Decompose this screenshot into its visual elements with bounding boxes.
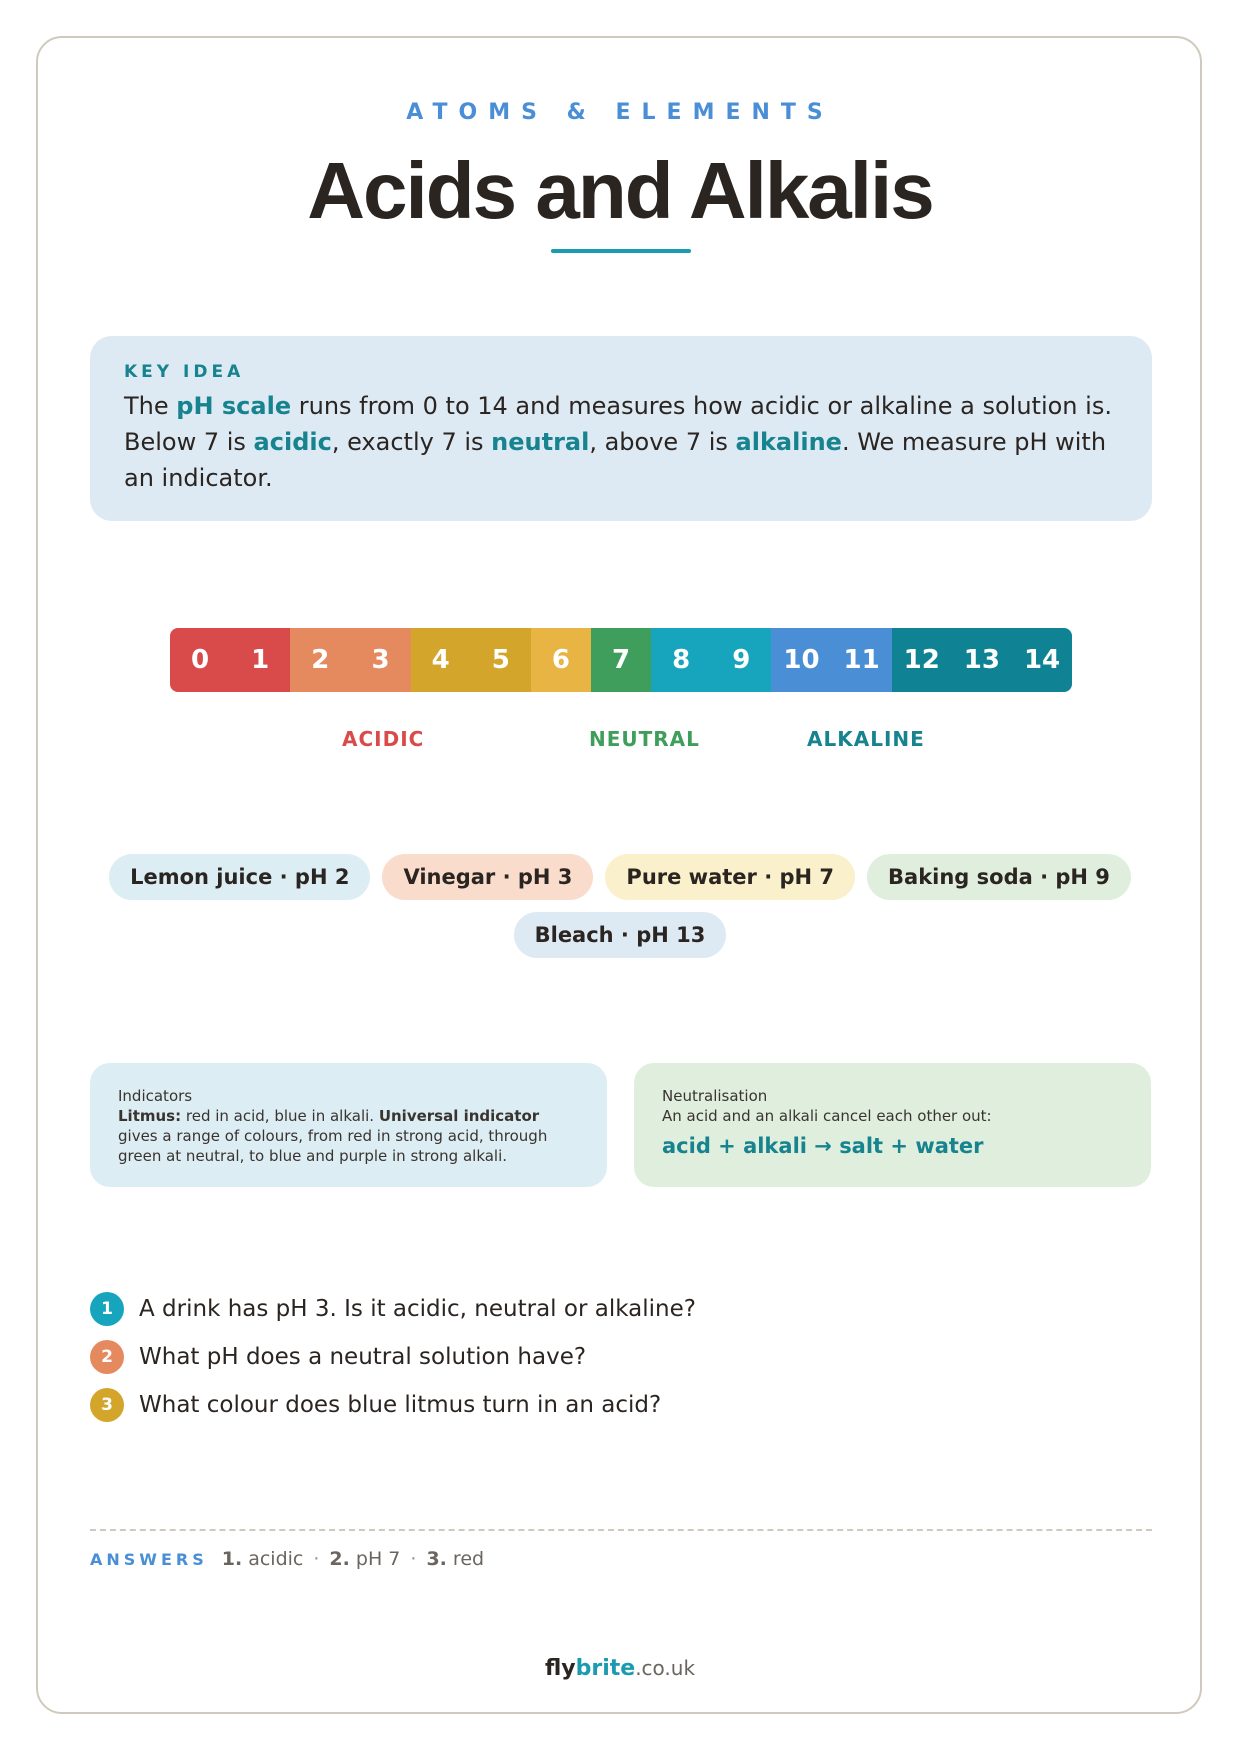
key-idea-text: [124, 388, 1118, 496]
answer-text: red: [446, 1548, 485, 1570]
ph-scale-cell: 12: [892, 628, 952, 692]
answer-number: 1.: [221, 1548, 243, 1570]
universal-indicator-text: gives a range of colours, from red in strong acid, through green at neutral, to blue and purple in strong alkali.: [118, 1127, 548, 1165]
question-item: [90, 1340, 1090, 1374]
example-pill-list: [100, 854, 1140, 958]
indicators-card: [90, 1063, 607, 1187]
neutralisation-text: An acid and an alkali cancel each other out:: [662, 1107, 992, 1125]
ph-scale-cell: 14: [1012, 628, 1072, 692]
question-item: [90, 1388, 1090, 1422]
key-idea-text-part: , above 7 is: [589, 428, 736, 456]
ph-scale-cell: 10: [771, 628, 831, 692]
indicators-text: [118, 1106, 579, 1166]
zone-label-acidic: ACIDIC: [342, 727, 425, 751]
example-pill: Pure water · pH 7: [605, 854, 855, 900]
universal-indicator-label: Universal indicator: [378, 1107, 540, 1125]
answer-number: 2.: [329, 1548, 350, 1570]
answer-text: acidic: [242, 1548, 304, 1570]
ph-scale-cell: 13: [952, 628, 1012, 692]
ph-scale-bar: [170, 628, 1072, 692]
page-title: Acids and Alkalis: [307, 146, 933, 235]
question-list: [90, 1292, 1090, 1436]
key-idea-text-part: . We measure pH with an indicator.: [124, 428, 1107, 492]
neutralisation-title: Neutralisation: [662, 1087, 768, 1105]
ph-scale-cell: 9: [711, 628, 771, 692]
key-idea-label: KEY IDEA: [124, 362, 245, 382]
brand-logo-part: brite: [575, 1656, 636, 1681]
key-idea-box: [90, 336, 1152, 521]
brand-logo-domain: .co.uk: [635, 1656, 696, 1680]
question-item: [90, 1292, 1090, 1326]
ph-scale-cell: 6: [531, 628, 591, 692]
example-pill: Baking soda · pH 9: [867, 854, 1131, 900]
answer-text: pH 7: [349, 1548, 401, 1570]
key-idea-text-part: runs from 0 to 14 and measures how acidic or alkaline a solution is. Below 7 is: [124, 392, 1112, 456]
ph-scale-cell: 4: [411, 628, 471, 692]
ph-scale-cell: 8: [651, 628, 711, 692]
litmus-text: red in acid, blue in alkali.: [181, 1107, 379, 1125]
key-term-alkaline: alkaline: [735, 428, 842, 456]
litmus-label: Litmus:: [118, 1107, 182, 1125]
neutralisation-card: [634, 1063, 1151, 1187]
answers-label: ANSWERS: [90, 1549, 208, 1569]
ph-scale-cell: 5: [471, 628, 531, 692]
key-term-acidic: acidic: [253, 428, 332, 456]
question-number-badge: 1: [90, 1292, 124, 1326]
topic-kicker: ATOMS & ELEMENTS: [406, 100, 834, 125]
key-term-neutral: neutral: [491, 428, 590, 456]
answer-separator: ·: [313, 1548, 320, 1570]
zone-label-alkaline: ALKALINE: [807, 727, 925, 751]
ph-scale-cell: 11: [832, 628, 892, 692]
brand-logo-part: fly: [544, 1656, 576, 1681]
ph-scale-cell: 3: [350, 628, 410, 692]
question-text: What colour does blue litmus turn in an acid?: [139, 1392, 662, 1418]
indicators-title: Indicators: [118, 1087, 193, 1105]
question-text: A drink has pH 3. Is it acidic, neutral or alkaline?: [139, 1296, 696, 1322]
question-text: What pH does a neutral solution have?: [139, 1344, 587, 1370]
neutralisation-equation: acid + alkali → salt + water: [662, 1134, 984, 1158]
answers-line: [90, 1548, 484, 1570]
answer-separator: ·: [410, 1548, 417, 1570]
question-number-badge: 3: [90, 1388, 124, 1422]
ph-scale-cell: 0: [170, 628, 230, 692]
example-pill: Vinegar · pH 3: [382, 854, 593, 900]
key-idea-text-part: , exactly 7 is: [331, 428, 492, 456]
title-underline: [551, 249, 691, 253]
ph-scale-cell: 1: [230, 628, 290, 692]
key-term-ph-scale: pH scale: [176, 392, 292, 420]
example-pill: Bleach · pH 13: [514, 912, 727, 958]
answer-number: 3.: [426, 1548, 447, 1570]
ph-scale-cell: 7: [591, 628, 651, 692]
answers-divider: [90, 1529, 1152, 1531]
brand-logo: [0, 1656, 1240, 1681]
ph-scale-cell: 2: [290, 628, 350, 692]
key-idea-text-part: The: [124, 392, 177, 420]
question-number-badge: 2: [90, 1340, 124, 1374]
zone-label-neutral: NEUTRAL: [589, 727, 700, 751]
example-pill: Lemon juice · pH 2: [109, 854, 370, 900]
